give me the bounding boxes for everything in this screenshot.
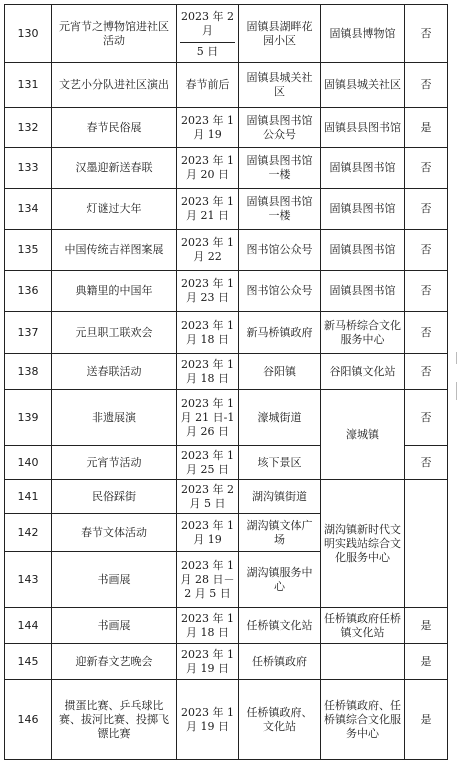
online-flag: 否 [405, 189, 448, 230]
event-organizer: 固镇县图书馆 [321, 271, 405, 312]
event-time: 2023 年 1 月 23 日 [177, 271, 239, 312]
event-time: 2023 年 1 月 19 日 [177, 680, 239, 760]
event-name: 书画展 [52, 608, 177, 644]
event-time: 2023 年 1 月 18 日 [177, 312, 239, 354]
event-name: 灯谜过大年 [52, 189, 177, 230]
event-organizer: 固镇县图书馆 [321, 148, 405, 189]
event-time: 2023 年 1 月 18 日 [177, 608, 239, 644]
table-row [5, 390, 448, 446]
row-number: 131 [5, 63, 52, 108]
event-name: 春节民俗展 [52, 108, 177, 148]
online-flag: 是 [405, 680, 448, 760]
event-time: 2023 年 1 月 19 日 [177, 644, 239, 680]
event-place: 图书馆公众号 [239, 271, 321, 312]
row-number: 133 [5, 148, 52, 189]
event-place: 谷阳镇 [239, 354, 321, 390]
event-organizer [321, 644, 405, 680]
event-place: 任桥镇文化站 [239, 608, 321, 644]
row-number: 140 [5, 446, 52, 480]
event-time: 春节前后 [177, 63, 239, 108]
row-number: 141 [5, 480, 52, 514]
event-place: 固镇县城关社区 [239, 63, 321, 108]
row-number: 137 [5, 312, 52, 354]
event-organizer: 固镇县县图书馆 [321, 108, 405, 148]
event-place: 任桥镇政府、文化站 [239, 680, 321, 760]
row-number: 138 [5, 354, 52, 390]
event-place: 固镇县图书馆公众号 [239, 108, 321, 148]
event-organizer: 固镇县图书馆 [321, 230, 405, 271]
event-name: 元旦职工联欢会 [52, 312, 177, 354]
table-row [5, 312, 448, 354]
event-name: 民俗踩街 [52, 480, 177, 514]
event-place: 任桥镇政府 [239, 644, 321, 680]
event-name: 非遗展演 [52, 390, 177, 446]
online-flag: 否 [405, 271, 448, 312]
row-number: 145 [5, 644, 52, 680]
row-number: 139 [5, 390, 52, 446]
scan-edge-mark [456, 382, 457, 400]
online-flag: 否 [405, 5, 448, 63]
table-row [5, 148, 448, 189]
event-place: 新马桥镇政府 [239, 312, 321, 354]
event-organizer: 任桥镇政府任桥镇文化站 [321, 608, 405, 644]
table-row [5, 230, 448, 271]
event-organizer: 湖沟镇新时代文明实践站综合文化服务中心 [321, 480, 405, 608]
table-row [5, 271, 448, 312]
event-time: 2023 年 1 月 18 日 [177, 354, 239, 390]
event-name: 中国传统吉祥图案展 [52, 230, 177, 271]
event-name: 书画展 [52, 552, 177, 608]
event-organizer: 固镇县图书馆 [321, 189, 405, 230]
online-flag: 是 [405, 608, 448, 644]
online-flag: 否 [405, 446, 448, 480]
event-time: 2023 年 1 月 25 日 [177, 446, 239, 480]
online-flag: 否 [405, 148, 448, 189]
event-name: 掼蛋比赛、乒乓球比赛、拔河比赛、投掷飞镖比赛 [52, 680, 177, 760]
event-time: 2023 年 1 月 19 [177, 108, 239, 148]
table-row [5, 108, 448, 148]
online-flag: 否 [405, 312, 448, 354]
event-time: 2023 年 1 月 22 [177, 230, 239, 271]
event-name: 迎新春文艺晚会 [52, 644, 177, 680]
row-number: 146 [5, 680, 52, 760]
table-row [5, 680, 448, 760]
table-row [5, 189, 448, 230]
event-place: 垓下景区 [239, 446, 321, 480]
scan-edge-mark [456, 352, 457, 364]
event-place: 固镇县图书馆一楼 [239, 148, 321, 189]
table-row [5, 480, 448, 514]
event-time [177, 5, 239, 63]
row-number: 142 [5, 514, 52, 552]
event-place: 固镇县图书馆一楼 [239, 189, 321, 230]
event-time-top: 2023 年 2 月 [180, 6, 235, 43]
row-number: 143 [5, 552, 52, 608]
table-row [5, 5, 448, 63]
event-place: 湖沟镇服务中心 [239, 552, 321, 608]
row-number: 135 [5, 230, 52, 271]
row-number: 144 [5, 608, 52, 644]
row-number: 130 [5, 5, 52, 63]
event-name: 典籍里的中国年 [52, 271, 177, 312]
event-name: 文艺小分队进社区演出 [52, 63, 177, 108]
online-flag: 是 [405, 644, 448, 680]
online-flag: 否 [405, 230, 448, 271]
online-flag [405, 480, 448, 608]
event-time: 2023 年 1 月 19 [177, 514, 239, 552]
event-organizer: 固镇县博物馆 [321, 5, 405, 63]
online-flag: 否 [405, 390, 448, 446]
event-name: 元宵节活动 [52, 446, 177, 480]
table-row [5, 608, 448, 644]
event-organizer: 任桥镇政府、任桥镇综合文化服务中心 [321, 680, 405, 760]
table-row [5, 63, 448, 108]
event-organizer: 固镇县城关社区 [321, 63, 405, 108]
row-number: 134 [5, 189, 52, 230]
row-number: 136 [5, 271, 52, 312]
event-place: 湖沟镇街道 [239, 480, 321, 514]
online-flag: 是 [405, 108, 448, 148]
event-time: 2023 年 1 月 28 日－2 月 5 日 [177, 552, 239, 608]
event-name: 春节文体活动 [52, 514, 177, 552]
event-time: 2023 年 1 月 20 日 [177, 148, 239, 189]
event-time: 2023 年 2 月 5 日 [177, 480, 239, 514]
event-organizer: 新马桥综合文化服务中心 [321, 312, 405, 354]
event-name: 送春联活动 [52, 354, 177, 390]
event-time-bottom: 5 日 [196, 45, 219, 58]
event-name: 元宵节之博物馆进社区活动 [52, 5, 177, 63]
online-flag: 否 [405, 63, 448, 108]
online-flag: 否 [405, 354, 448, 390]
event-time: 2023 年 1 月 21 日-1 月 26 日 [177, 390, 239, 446]
event-organizer: 谷阳镇文化站 [321, 354, 405, 390]
table-row [5, 354, 448, 390]
event-place: 濠城街道 [239, 390, 321, 446]
event-time: 2023 年 1 月 21 日 [177, 189, 239, 230]
event-place: 湖沟镇文体广场 [239, 514, 321, 552]
event-name: 汉墨迎新送春联 [52, 148, 177, 189]
event-place: 固镇县湖畔花园小区 [239, 5, 321, 63]
table-row [5, 644, 448, 680]
row-number: 132 [5, 108, 52, 148]
event-place: 图书馆公众号 [239, 230, 321, 271]
event-organizer: 濠城镇 [321, 390, 405, 480]
events-table [4, 4, 448, 760]
